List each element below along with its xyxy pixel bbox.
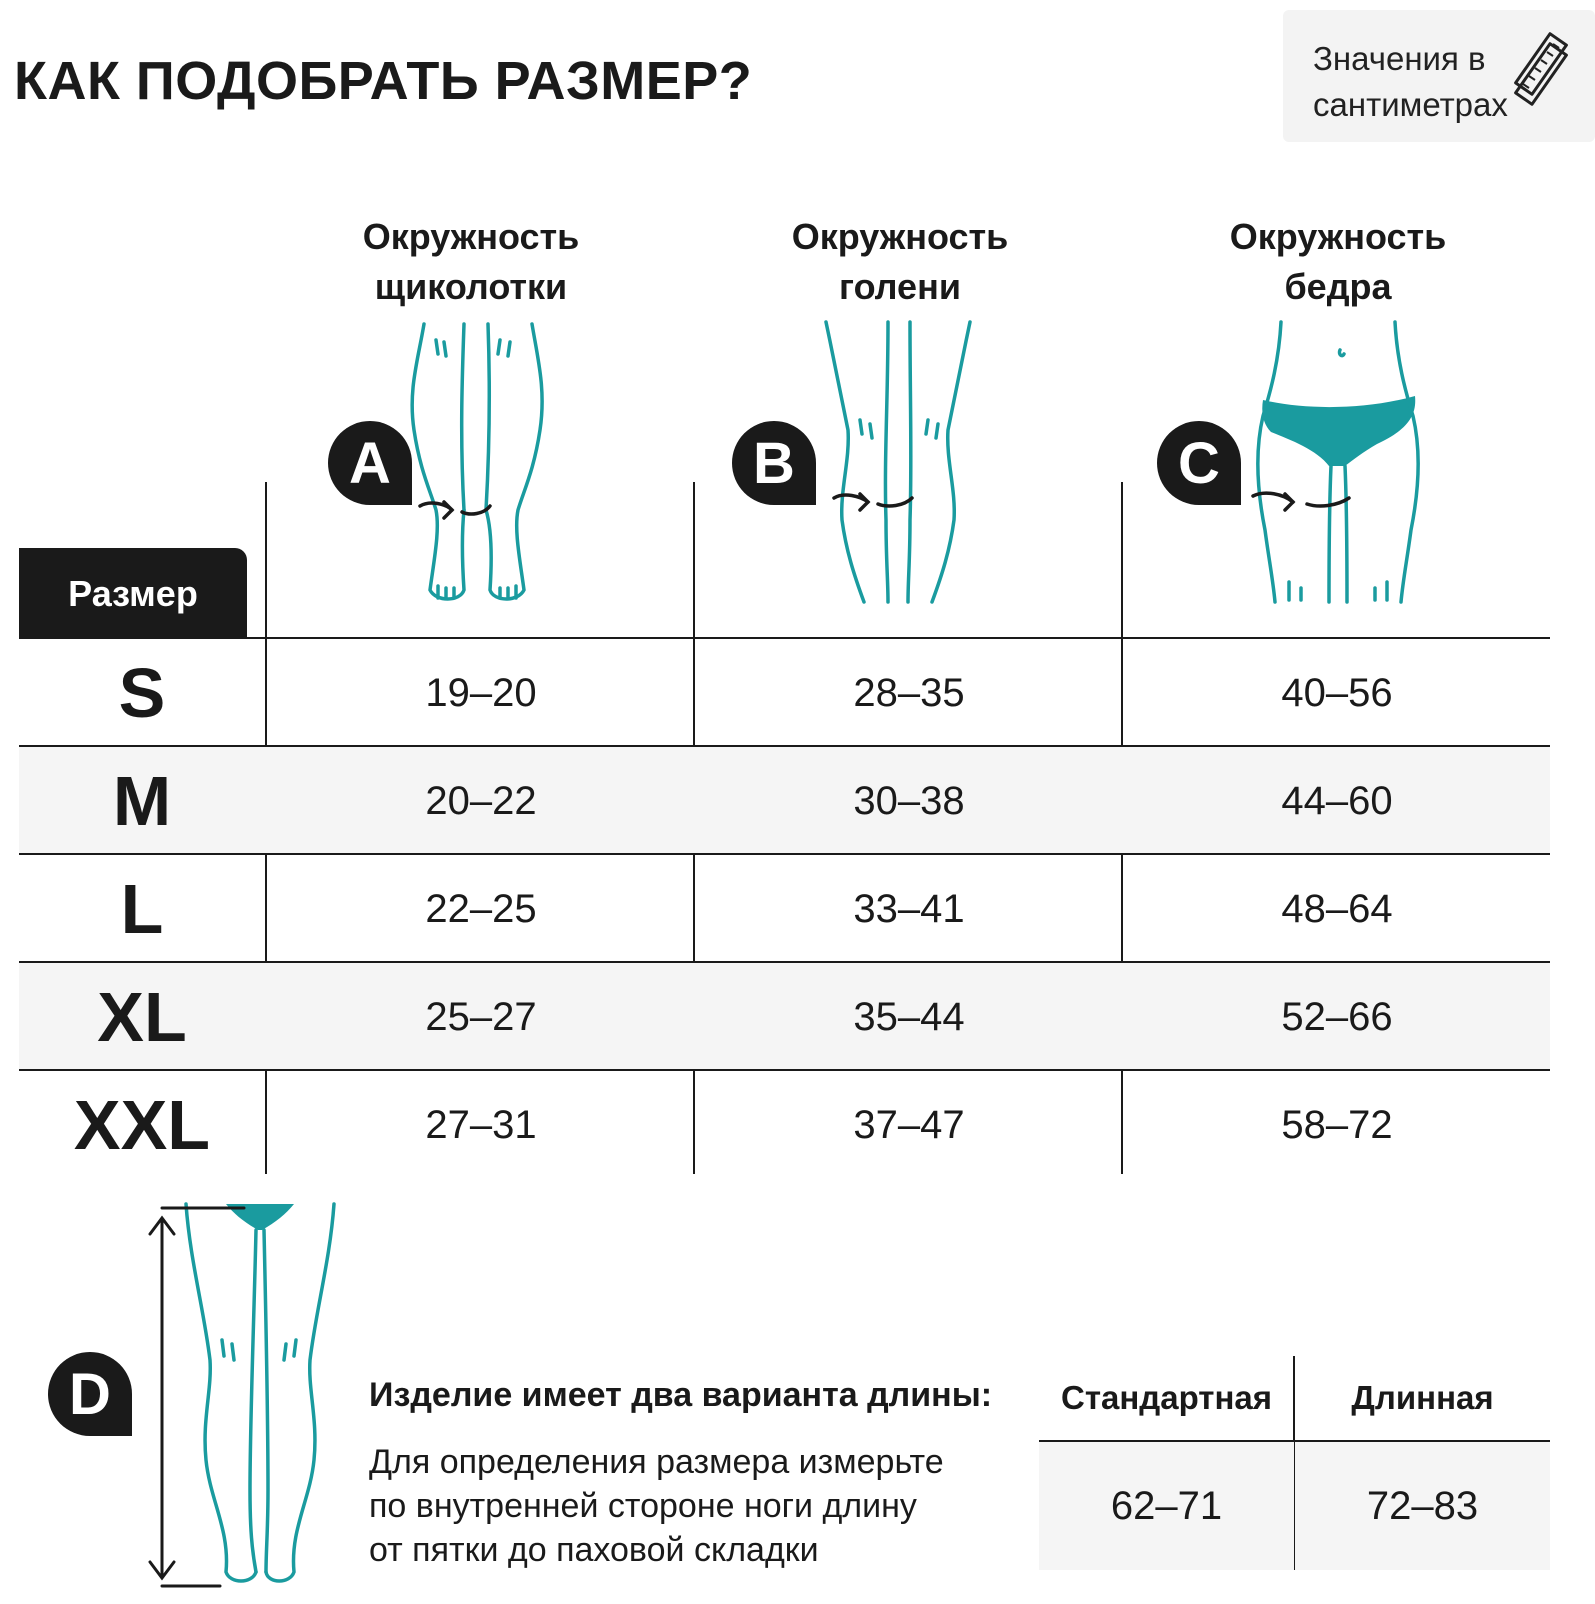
page-title: КАК ПОДОБРАТЬ РАЗМЕР? xyxy=(14,51,753,111)
ankle-value: 27–31 xyxy=(425,1102,537,1147)
column-header-ankle: Окружность щиколотки xyxy=(362,216,580,307)
calf-value: 37–47 xyxy=(853,1102,965,1147)
size-label: M xyxy=(112,762,172,840)
legs-ankle-icon xyxy=(400,320,560,605)
units-note xyxy=(1283,10,1595,142)
ruler-icon xyxy=(1503,24,1573,114)
ankle-value: 22–25 xyxy=(425,886,537,931)
thigh-value: 44–60 xyxy=(1281,778,1393,823)
column-header-calf: Окружность голени xyxy=(791,216,1009,307)
size-label: XXL xyxy=(73,1086,211,1164)
calf-value: 33–41 xyxy=(853,886,965,931)
units-line1: Значения в xyxy=(1313,40,1486,77)
table-row xyxy=(19,853,1550,963)
size-label: XL xyxy=(97,978,187,1056)
calf-value: 28–35 xyxy=(853,670,965,715)
table-row xyxy=(19,637,1550,747)
size-label: L xyxy=(120,870,164,948)
length-title: Изделие имеет два варианта длины: xyxy=(369,1376,993,1414)
length-table xyxy=(1039,1356,1550,1570)
ankle-value: 20–22 xyxy=(425,778,537,823)
length-header-standard: Стандартная xyxy=(1060,1379,1272,1416)
legs-calf-icon xyxy=(820,320,990,605)
thigh-value: 40–56 xyxy=(1281,670,1393,715)
size-label: S xyxy=(118,654,166,732)
length-header-long: Длинная xyxy=(1351,1379,1494,1416)
size-column-header: Размер xyxy=(19,548,247,639)
units-line2: сантиметрах xyxy=(1313,86,1508,123)
table-row xyxy=(19,1069,1550,1179)
hips-thigh-icon xyxy=(1245,320,1430,605)
thigh-value: 52–66 xyxy=(1281,994,1393,1039)
ankle-value: 25–27 xyxy=(425,994,537,1039)
badge-a: A xyxy=(328,421,412,505)
badge-c: C xyxy=(1157,421,1241,505)
calf-value: 30–38 xyxy=(853,778,965,823)
thigh-value: 58–72 xyxy=(1281,1102,1393,1147)
length-value-long: 72–83 xyxy=(1295,1442,1550,1570)
length-description: Для определения размера измерьте по внутренней стороне ноги длину от пятки до паховой складки xyxy=(369,1443,944,1569)
calf-value: 35–44 xyxy=(853,994,965,1039)
table-row xyxy=(19,961,1550,1071)
leg-length-icon xyxy=(140,1200,350,1600)
column-header-thigh: Окружность бедра xyxy=(1229,216,1447,307)
badge-b: B xyxy=(732,421,816,505)
table-row xyxy=(19,745,1550,855)
badge-d: D xyxy=(48,1352,132,1436)
thigh-value: 48–64 xyxy=(1281,886,1393,931)
ankle-value: 19–20 xyxy=(425,670,537,715)
length-value-standard: 62–71 xyxy=(1039,1442,1294,1570)
